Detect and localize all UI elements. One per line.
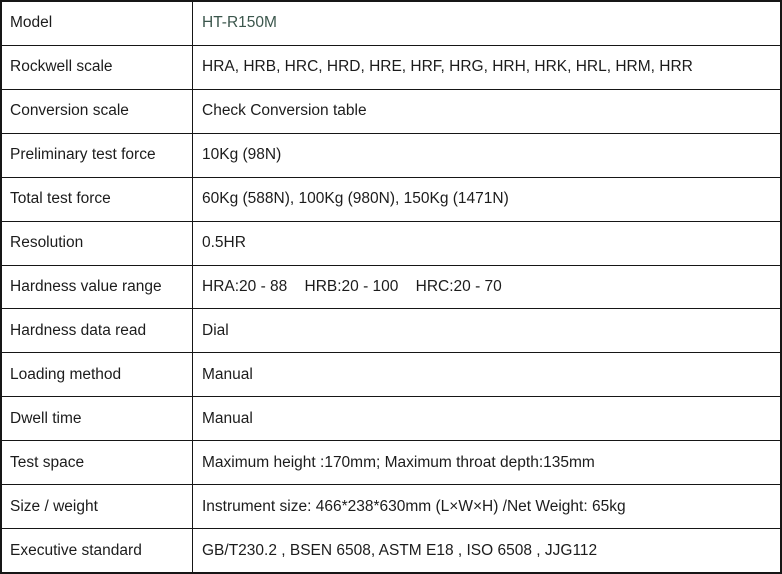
spec-label-hardness-value-range: Hardness value range [2, 266, 193, 309]
spec-value-total-test-force: 60Kg (588N), 100Kg (980N), 150Kg (1471N) [202, 190, 509, 208]
spec-label-preliminary-test-force: Preliminary test force [2, 134, 193, 177]
table-row-resolution [2, 222, 780, 266]
table-row-rockwell-scale [2, 46, 780, 90]
spec-label-resolution: Resolution [2, 222, 193, 265]
spec-value-hardness-data-read: Dial [202, 321, 229, 339]
spec-value-preliminary-test-force: 10Kg (98N) [202, 146, 282, 164]
spec-label-test-space: Test space [2, 441, 193, 484]
spec-value-rockwell-scale: HRA, HRB, HRC, HRD, HRE, HRF, HRG, HRH, HRK, HRL, HRM, HRR [202, 58, 693, 76]
table-row-loading-method [2, 353, 780, 397]
table-row-hardness-value-range [2, 266, 780, 310]
table-row-size-weight [2, 485, 780, 529]
table-row-dwell-time [2, 397, 780, 441]
spec-value-model: HT-R150M [202, 14, 277, 32]
spec-value-dwell-time: Manual [202, 409, 253, 427]
spec-value-hardness-value-range: HRA:20 - 88 HRB:20 - 100 HRC:20 - 70 [202, 277, 502, 295]
spec-label-hardness-data-read: Hardness data read [2, 309, 193, 352]
spec-label-rockwell-scale: Rockwell scale [2, 46, 193, 89]
table-row-hardness-data-read [2, 309, 780, 353]
spec-label-conversion-scale: Conversion scale [2, 90, 193, 133]
spec-label-model: Model [2, 2, 193, 45]
spec-label-loading-method: Loading method [2, 353, 193, 396]
table-row-test-space [2, 441, 780, 485]
spec-label-executive-standard: Executive standard [2, 529, 193, 572]
spec-label-dwell-time: Dwell time [2, 397, 193, 440]
table-row-conversion-scale [2, 90, 780, 134]
spec-value-resolution: 0.5HR [202, 234, 246, 252]
spec-value-size-weight: Instrument size: 466*238*630mm (L×W×H) /Net Weight: 65kg [202, 497, 626, 515]
spec-value-test-space: Maximum height :170mm; Maximum throat depth:135mm [202, 453, 595, 471]
table-row-total-test-force [2, 178, 780, 222]
spec-value-executive-standard: GB/T230.2 , BSEN 6508, ASTM E18 , ISO 6508 , JJG112 [202, 541, 598, 559]
table-row-preliminary-test-force [2, 134, 780, 178]
table-row-model [2, 2, 780, 46]
spec-value-loading-method: Manual [202, 365, 253, 383]
spec-label-total-test-force: Total test force [2, 178, 193, 221]
spec-label-size-weight: Size / weight [2, 485, 193, 528]
spec-value-conversion-scale: Check Conversion table [202, 102, 367, 120]
table-row-executive-standard [2, 529, 780, 572]
